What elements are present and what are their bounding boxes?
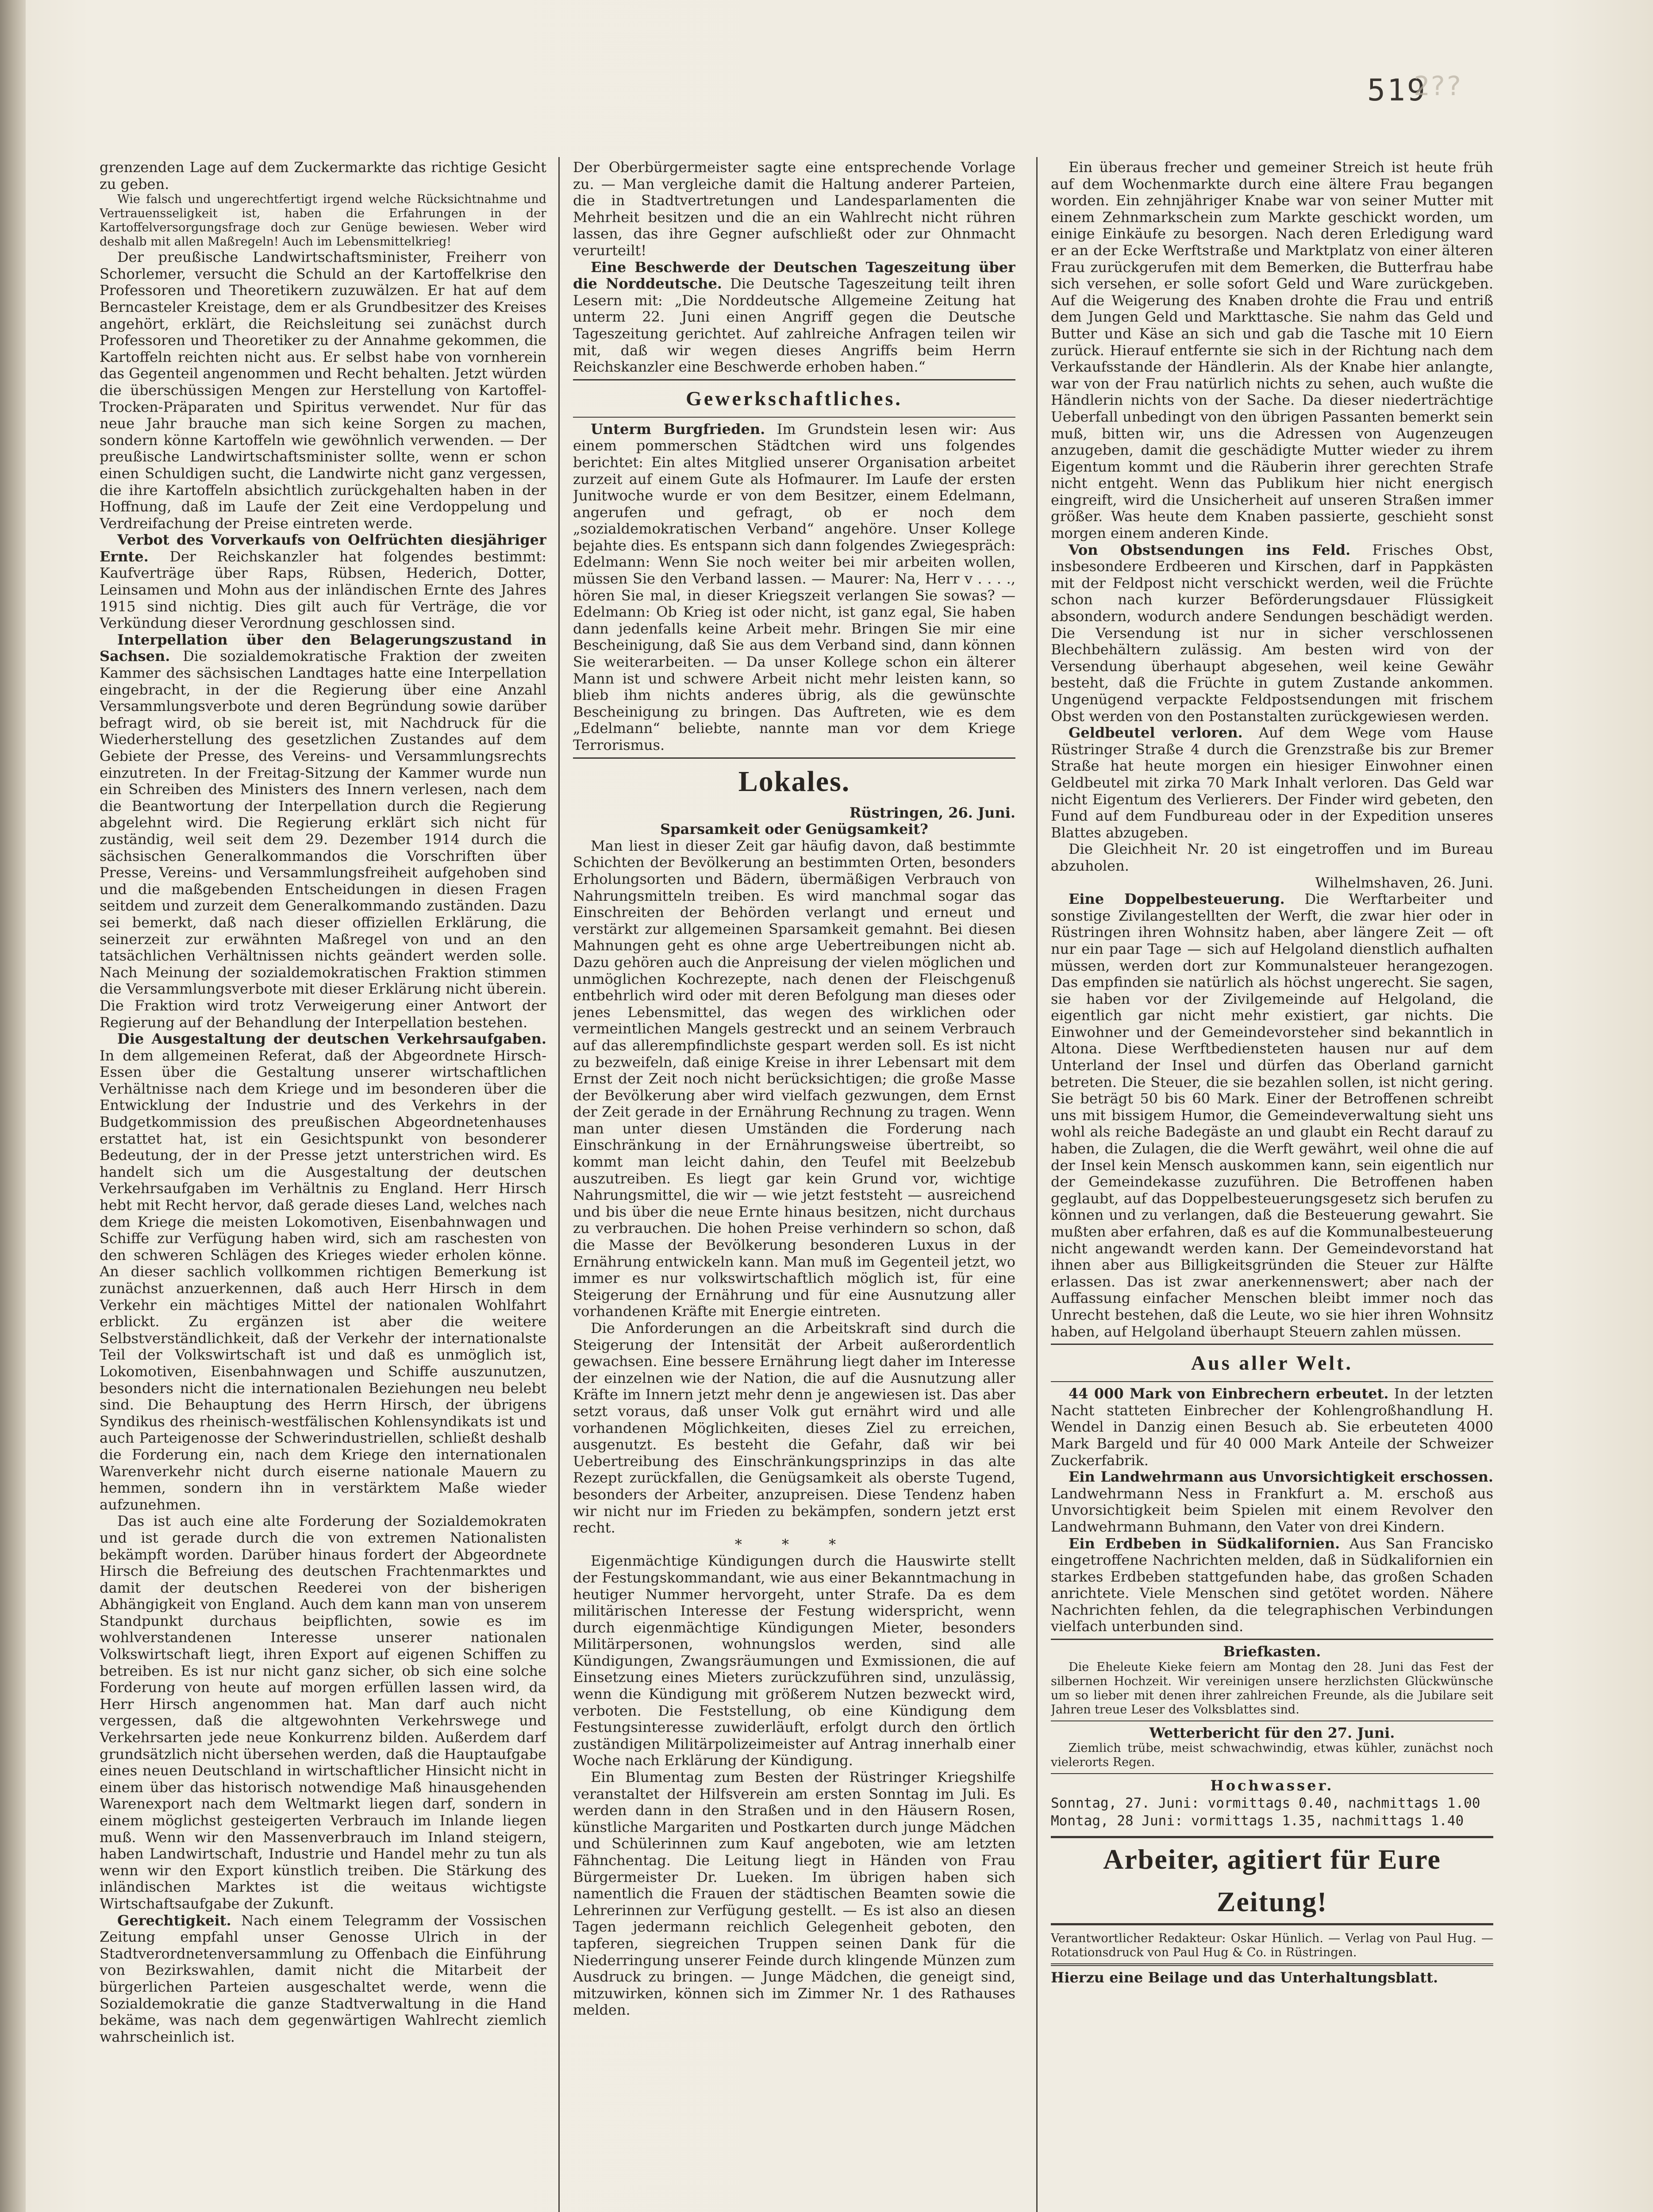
- article-text: Der preußische Landwirtschaftsminister, Freiherr von Schorlemer, versucht die Schuld an der Kartoffelkrise den Professoren und Theoretikern zuzuwälzen. Er hat auf dem Berncasteler Kreistage, dem er als Grundbesitzer des Kreises angehört, erklärt, die Reichsleitung sei zunächst durch Professoren und Theoretiker zu der Annahme gekommen, die Kartoffeln reichten nicht aus. Er selbst habe von vornherein das Gegenteil angenommen und Recht behalten. Jetzt würden die überschüssigen Mengen zur Herstellung von Kartoffel-Trocken-Präparaten und Spiritus verwendet. Nur für das neue Jahr brauche man sich keine Sorgen zu machen, sondern könne Kartoffeln wie gewöhnlich verwenden. — Der preußische Landwirtschaftsminister sollte, wenn er schon einen Schuldigen sucht, die Landwirte nicht ganz vergessen, die ihre Kartoffeln absichtlich zurückgehalten haben in der Hoffnung, daß im Laufe der Zeit eine Verdoppelung und Verdreifachung der Preise eintreten werde.: [100, 249, 546, 532]
- high-tide-row: Montag, 28 Juni: vormittags 1.35, nachmittags 1.40: [1051, 1813, 1464, 1829]
- article-text: Aus San Francisko eingetroffene Nachrichten melden, daß in Südkalifornien ein starkes Erdbeben stattgefunden habe, das großen Schaden anrichtete. Viele Menschen sind getötet worden. Nähere Nachrichten fehlen, da die telegraphischen Verbindungen vielfach unterbunden sind.: [1051, 1535, 1493, 1635]
- page-number: 519: [1367, 73, 1427, 108]
- article-text: Im Grundstein lesen wir: Aus einem pommerschen Städtchen wird uns folgendes berichtet: Ein altes Mitglied unserer Organisation arbeitet zurzeit auf einem Gute als Hofmaurer. Im Laufe der ersten Junitwoche wurde er von dem Besitzer, einem Edelmann, angerufen und gefragt, ob er noch dem „sozialdemokratischen Verband“ angehöre. Unser Kollege bejahte dies. Es entspann sich dann folgendes Zwiegespräch: Edelmann: Wenn Sie noch weiter bei mir arbeiten wollen, müssen Sie den Verband lassen. — Maurer: Na, Herr v . . . ., hören Sie mal, in dieser Kriegszeit verlangen Sie sowas? — Edelmann: Ob Krieg ist oder nicht, ist ganz egal, Sie haben dann jedenfalls keine Arbeit mehr. Bringen Sie mir eine Bescheinigung, daß Sie aus dem Verband sind, dann können Sie weiterarbeiten. — Da unser Kollege schon ein älterer Mann ist und schwere Arbeit nicht mehr leisten kann, so blieb ihm nichts anderes übrig, als die gewünschte Bescheinigung zu bringen. Das Auftreten, wie es dem „Edelmann“ beliebte, nannte man vor dem Kriege Terrorismus.: [573, 420, 1015, 753]
- article-paragraph: [573, 259, 1015, 376]
- article-paragraph: [1051, 891, 1493, 1340]
- section-divider: [1051, 1773, 1493, 1774]
- section-divider: [573, 379, 1015, 380]
- article-paragraph: [100, 632, 546, 1031]
- article-headline: Eine Beschwerde der Deutschen Tageszeitung über die Norddeutsche.: [573, 258, 1015, 292]
- article-text: Die sozialdemokratische Fraktion der zweiten Kammer des sächsischen Landtages hatte eine Interpellation eingebracht, in der die Regierung über eine Anzahl Versammlungsverbote und deren Begründung sowie darüber befragt wird, ob sie bereit ist, mit Nachdruck für die Wiederherstellung des gesetzlichen Zustandes auf dem Gebiete der Presse, des Vereins- und Versammlungsrechts einzutreten. In der Freitag-Sitzung der Kammer wurde nun ein Schreiben des Ministers des Innern verlesen, nach dem die Beantwortung der Interpellation durch die Regierung abgelehnt wird. Die Regierung erklärt sich nicht für zuständig, weil seit dem 29. Dezember 1914 durch die sächsischen Generalkommandos die Vorschriften über Presse, Vereins- und Versammlungsfreiheit aufgehoben sind und die maßgebenden Entscheidungen in diesen Fragen seitdem und zurzeit dem Generalkommando zuständen. Dazu sei bemerkt, daß nach dieser offiziellen Erklärung, die seinerzeit zur erwähnten Maßregel von und an den tatsächlichen Verhältnissen nichts geändert werden solle. Nach Meinung der sozialdemokratischen Fraktion stimmen die Versammlungsverbote mit dieser Erklärung nicht überein. Die Fraktion wird trotz Verweigerung einer Antwort der Regierung auf der Behandlung der Interpellation bestehen.: [100, 648, 546, 1031]
- article-headline: Geldbeutel verloren.: [1069, 724, 1243, 741]
- section-heading-lokales: Lokales.: [738, 765, 850, 798]
- article-text: Ein überaus frecher und gemeiner Streich ist heute früh auf dem Wochenmarkte durch eine ältere Frau begangen worden. Ein zehnjähriger Knabe war von seiner Mutter mit einem Zehnmarkschein zum Markte geschickt worden, um einige Einkäufe zu besorgen. Nach deren Erledigung ward er an der Ecke Werftstraße und Marktplatz von einer älteren Frau zurückgerufen mit dem Bemerken, die Butterfrau habe sich versehen, er solle sofort Geld und Ware zurückgeben. Auf die Weigerung des Knaben drohte die Frau und entriß dem Jungen Geld und Markttasche. Sie nahm das Geld und Butter und Käse an sich und gab die Tasche mit 10 Eiern zurück. Hierauf entfernte sie sich in der Richtung nach dem Verkaufsstande der Händlerin. Als der Knabe hier anlangte, war von der Frau natürlich nichts zu sehen, auch wußte die Händlerin nichts von der Sache. Da dieser niederträchtige Ueberfall unbedingt von den übrigen Passanten bemerkt sein muß, bitten wir, uns die Adressen von Augenzeugen anzugeben, damit die geschädigte Mutter wieder zu ihrem Eigentum kommt und die Räuberin ihrer gerechten Strafe nicht entgeht. Wenn das Publikum hier nicht energisch eingreift, wird die Unsicherheit auf unseren Straßen immer größer. Was heute dem Knaben passierte, geschieht sonst morgen einem anderen Kinde.: [1051, 159, 1493, 542]
- article-paragraph: [100, 1031, 546, 1513]
- page-binding-shadow: [0, 0, 26, 2212]
- dateline: Wilhelmshaven, 26. Juni.: [1315, 874, 1493, 891]
- article-text: Die Werftarbeiter und sonstige Zivilangestellten der Werft, die zwar hier oder in Rüstringen ihren Wohnsitz haben, aber längere Zeit — oft nur ein paar Tage — sich auf Helgoland dienstlich aufhalten müssen, werden dort zur Kommunalsteuer herangezogen. Das empfinden sie natürlich als höchst ungerecht. Sie sagen, sie haben vor der Zivilgemeinde auf Helgoland, die eigentlich gar nicht mehr existiert, gar nichts. Die Einwohner und der Gemeindevorsteher sind bekanntlich in Altona. Diese Werftbediensteten hausen nur auf dem Unterland der Insel und dürfen das Oberland garnicht betreten. Die Steuer, die sie bezahlen sollen, ist nicht gering. Sie beträgt 50 bis 60 Mark. Einer der Betroffenen schreibt uns mit bissigem Humor, die Gemeindeverwaltung sieht uns wohl als reiche Badegäste an und glaubt ein Recht darauf zu haben, die Zulagen, die die Werft gewährt, weil ohne die auf der Insel kein Mensch auskommen kann, sein eigentlich nur der Gemeindekasse zuzuführen. Die Betroffenen haben geglaubt, auf das Doppelbesteuerungsgesetz sich berufen zu können und zu verlangen, daß die Besteuerung gewahrt. Sie mußten aber erfahren, daß es auf die Kommunalbesteuerung nicht angewandt werden kann. Der Gemeindevorstand hat ihnen aber aus Billigkeitsgründen die Steuer zur Hälfte erlassen. Das ist zwar anerkennenswert; aber nach der Auffassung einfacher Menschen bleibt immer noch das Unrecht bestehen, daß die Leute, wo sie hier ihren Wohnsitz haben, auf Helgoland überhaupt Steuern zahlen müssen.: [1051, 891, 1493, 1340]
- column-3: [1051, 159, 1493, 2212]
- briefkasten-heading: Briefkasten.: [1223, 1643, 1321, 1660]
- article-text: In der letzten Nacht statteten Einbrecher der Kohlengroßhandlung H. Wendel in Danzig einen Besuch ab. Sie erbeuteten 4000 Mark Bargeld und für 40 000 Mark Anteile der Schweizer Zuckerfabrik.: [1051, 1385, 1493, 1469]
- article-headline: 44 000 Mark von Einbrechern erbeutet.: [1069, 1385, 1389, 1402]
- article-headline: Eine Doppelbesteuerung.: [1069, 891, 1285, 908]
- article-text: Der Oberbürgermeister sagte eine entsprechende Vorlage zu. — Man vergleiche damit die Haltung anderer Parteien, die in Stadtvertretungen und Landesparlamenten die Mehrheit besitzen und die an ein Wahlrecht nicht rühren lassen, das ihre Gegner aufschließt oder zur Ohnmacht verurteilt!: [573, 159, 1015, 259]
- article-paragraph: [100, 1912, 546, 2046]
- agitation-banner: Arbeiter, agitiert für Eure Zeitung!: [1051, 1836, 1493, 1925]
- article-headline: Verbot des Vorverkaufs von Oelfrüchten diesjähriger Ernte.: [100, 531, 546, 565]
- article-headline: Von Obstsendungen ins Feld.: [1069, 541, 1351, 558]
- section-divider: [573, 757, 1015, 759]
- article-headline: Interpellation über den Belagerungszustand in Sachsen.: [100, 631, 546, 665]
- section-divider: [1051, 1381, 1493, 1382]
- high-tide-row: Sonntag, 27. Juni: vormittags 0.40, nachmittags 1.00: [1051, 1795, 1480, 1811]
- article-paragraph: [1051, 542, 1493, 725]
- article-text: Eigenmächtige Kündigungen durch die Hauswirte stellt der Festungskommandant, wie aus einer Bekanntmachung in heutiger Nummer hervorgeht, unter Strafe. Da es dem militärischen Interesse der Festung widerspricht, wenn durch eigenmächtige Kündigungen Mieter, besonders Militärpersonen, wohnungslos werden, sind alle Kündigungen, Zwangsräumungen und Exmissionen, die auf Einsetzung eines Mieters zurückzuführen sind, unzulässig, wenn die Kündigung mit größerem Nutzen bezweckt wird, verboten. Die Feststellung, ob eine Kündigung dem Festungsinteresse zuwiderläuft, erfolgt durch den örtlich zuständigen Militärpolizeimeister auf Antrag innerhalb einer Woche nach Erklärung der Kündigung.: [573, 1552, 1015, 1769]
- article-text: Man liest in dieser Zeit gar häufig davon, daß bestimmte Schichten der Bevölkerung an bestimmten Orten, besonders Erholungsorten und Bädern, übermäßigen Verbrauch von Nahrungsmitteln treiben. Es wird manchmal sogar das Einschreiten der Behörden verlangt und erneut und verstärkt zur allgemeinen Sparsamkeit gemahnt. Bei diesen Mahnungen geht es ohne arge Uebertreibungen nicht ab. Dazu gehören auch die Anpreisung der vielen möglichen und unmöglichen Kochrezepte, nach denen der Fleischgenuß entbehrlich wird oder mit deren Befolgung man dieses oder jenes Lebensmittel, das wegen des wirklichen oder vermeintlichen Mangels gestreckt und an seinem Verbrauch auf das allerempfindlichste gespart werden soll. Es ist nicht zu bezweifeln, daß einige Kreise in ihrer Lebensart mit dem Ernst der Zeit noch nicht berücksichtigen; die große Masse der Bevölkerung aber wird vielfach gezwungen, dem Ernst der Zeit gerade in der Ernährung Rechnung zu tragen. Wenn man unter diesen Umständen die Forderung nach Einschränkung in der Ernährungsweise übertreibt, so kommt man leicht dahin, den Teufel mit Beelzebub auszutreiben. Es liegt gar kein Grund vor, wichtige Nahrungsmittel, die wir — wie jetzt feststeht — ausreichend und bis über die neue Ernte hinaus besitzen, nicht durchaus zu verbrauchen. Die hohen Preise verhindern so schon, daß die Masse der Bevölkerung besonderen Luxus in der Ernährung entwickeln kann. Man muß im Gegenteil jetzt, wo immer es nur volkswirtschaftlich möglich ist, für eine Steigerung der Ernährung und für eine Ausnutzung aller vorhandenen Kräfte mit Energie eintreten.: [573, 837, 1015, 1320]
- article-paragraph: [1051, 1469, 1493, 1535]
- section-heading-gewerkschaftliches: Gewerkschaftliches.: [686, 387, 903, 410]
- asterism: * * *: [734, 1536, 854, 1553]
- high-tide-heading: Hochwasser.: [1210, 1777, 1334, 1794]
- article-subheading: Sparsamkeit oder Genügsamkeit?: [660, 821, 928, 838]
- faded-page-number: 2??: [1414, 71, 1462, 102]
- section-divider: [1051, 1344, 1493, 1345]
- article-text: Der Reichskanzler hat folgendes bestimmt: Kaufverträge über Raps, Rübsen, Hederich, Dotter, Leinsamen und Mohn aus der inländischen Ernte des Jahres 1915 sind nichtig. Dies gilt auch für Verträge, die vor Verkündung dieser Verordnung geschlossen sind.: [100, 548, 546, 632]
- weather-text: Ziemlich trübe, meist schwachwindig, etwas kühler, zunächst noch vielerorts Regen.: [1051, 1741, 1493, 1770]
- section-divider: [1051, 1720, 1493, 1721]
- briefkasten-text: Die Eheleute Kieke feiern am Montag den 28. Juni das Fest der silbernen Hochzeit. Wir vereinigen unsere herzlichsten Glückwünsche um so lieber mit denen ihrer zahlreichen Freunde, als die Jubilare seit Jahren treue Leser des Volksblattes sind.: [1051, 1660, 1493, 1717]
- article-text: Ein Blumentag zum Besten der Rüstringer Kriegshilfe veranstaltet der Hilfsverein am ersten Sonntag im Juli. Es werden dann in den Straßen und in den Häusern Rosen, künstliche Margariten und Postkarten durch junge Mädchen und Schülerinnen zum Kauf angeboten, wie am letzten Fähnchentag. Die Leitung liegt in Händen von Frau Bürgermeister Dr. Lueken. Im übrigen haben sich namentlich die Frauen der städtischen Beamten sowie die Lehrerinnen zur Verfügung gestellt. — Es ist also an diesen Tagen jedermann reichlich Gelegenheit geboten, den tapferen, siegreichen Truppen seinen Dank für die Niederringung unserer Feinde durch klingende Münzen zum Ausdruck zu bringen. — Junge Mädchen, die geneigt sind, mitzuwirken, können sich im Zimmer Nr. 1 des Rathauses melden.: [573, 1769, 1015, 2019]
- article-text: Frisches Obst, insbesondere Erdbeeren und Kirschen, darf in Pappkästen mit der Feldpost nicht verschickt werden, weil die Früchte schon nach kurzer Beförderungsdauer Flüssigkeit absondern, wodurch andere Sendungen beschädigt werden. Die Versendung ist nur in sicher verschlossenen Blechbehältern zulässig. Am besten wird von der Versendung überhaupt abgesehen, weil keine Gewähr besteht, daß die Früchte in gutem Zustande ankommen. Ungenügend verpackte Feldpostsendungen mit frischem Obst werden von den Postanstalten zurückgewiesen werden.: [1051, 541, 1493, 725]
- article-text: Nach einem Telegramm der Vossischen Zeitung empfahl unser Genosse Ulrich in der Stadtverordnetenversammlung zu Offenbach die Einführung von Bezirkswahlen, damit nicht die Mitarbeit der bürgerlichen Parteien ausgeschaltet werde, wenn die Sozialdemokratie die ganze Stadtverwaltung in die Hand bekäme, was nach dem gegenwärtigen Wahlrecht ziemlich wahrscheinlich ist.: [100, 1912, 546, 2045]
- article-text: grenzenden Lage auf dem Zuckermarkte das richtige Gesicht zu geben.: [100, 159, 546, 192]
- section-divider: [1051, 1639, 1493, 1640]
- article-paragraph: [1051, 1386, 1493, 1469]
- supplement-note: Hierzu eine Beilage und das Unterhaltungsblatt.: [1051, 1969, 1438, 1986]
- article-paragraph: [1051, 725, 1493, 841]
- article-headline: Ein Erdbeben in Südkalifornien.: [1069, 1535, 1340, 1552]
- article-headline: Die Ausgestaltung der deutschen Verkehrsaufgaben.: [117, 1030, 546, 1048]
- column-1: [100, 159, 546, 2203]
- imprint: Verantwortlicher Redakteur: Oskar Hünlich. — Verlag von Paul Hug. — Rotationsdruck von Paul Hug & Co. in Rüstringen.: [1051, 1931, 1493, 1959]
- article-text: Auf dem Wege vom Hause Rüstringer Straße 4 durch die Grenzstraße bis zur Bremer Straße hat heute morgen ein hiesiger Einwohner einen Geldbeutel mit zirka 70 Mark Inhalt verloren. Das Geld war nicht Eigentum des Verlierers. Der Finder wird gebeten, den Fund auf dem Fundbureau oder in der Expedition unseres Blattes abzugeben.: [1051, 724, 1493, 841]
- section-divider: [573, 417, 1015, 418]
- article-headline: Unterm Burgfrieden.: [591, 420, 765, 438]
- footer-divider: [1051, 1963, 1493, 1966]
- article-text: Die Gleichheit Nr. 20 ist eingetroffen und im Bureau abzuholen.: [1051, 841, 1493, 874]
- column-2: [573, 159, 1015, 2205]
- article-headline: Ein Landwehrmann aus Unvorsichtigkeit erschossen.: [1069, 1468, 1493, 1486]
- section-heading-aus-aller-welt: Aus aller Welt.: [1191, 1352, 1353, 1375]
- weather-heading: Wetterbericht für den 27. Juni.: [1149, 1724, 1395, 1741]
- article-headline: Gerechtigkeit.: [117, 1912, 231, 1929]
- column-rule-2: [1036, 157, 1038, 2212]
- column-rule-1: [558, 157, 560, 2212]
- article-text: Die Deutsche Tageszeitung teilt ihren Lesern mit: „Die Norddeutsche Allgemeine Zeitung hat unterm 22. Juni einen Angriff gegen die Deutsche Tageszeitung gerichtet. Auf zahlreiche Anfragen teilen wir mit, daß wir wegen dieses Angriffs beim Herrn Reichskanzler eine Beschwerde erhoben haben.“: [573, 275, 1015, 376]
- article-paragraph: [100, 532, 546, 632]
- article-text: Landwehrmann Ness in Frankfurt a. M. erschoß aus Unvorsichtigkeit beim Spielen mit einem Revolver den Landwehrmann Buhmann, den Vater von drei Kindern.: [1051, 1485, 1493, 1535]
- article-paragraph: [1051, 1536, 1493, 1636]
- article-note: Wie falsch und ungerechtfertigt irgend welche Rücksichtnahme und Vertrauensseligkeit ist, haben die Erfahrungen in der Kartoffelversorgungsfrage doch zur Genüge bewiesen. Weber wird deshalb mit allen Maßregeln! Auch im Lebensmittelkrieg!: [100, 192, 546, 249]
- article-paragraph: [573, 421, 1015, 754]
- article-text: Die Anforderungen an die Arbeitskraft sind durch die Steigerung der Intensität der Arbeit außerordentlich gewachsen. Eine bessere Ernährung liegt daher im Interesse der einzelnen wie der Nation, die auf die Ausnutzung aller Kräfte im Innern jetzt mehr denn je angewiesen ist. Das aber setzt voraus, daß unser Volk gut ernährt wird und alle vorhandenen Möglichkeiten, dieses Ziel zu erreichen, ausgenutzt. Es besteht die Gefahr, daß wir bei Uebertreibung des Einschränkungsprinzips in das alte Rezept zurückfallen, die Genügsamkeit als oberste Tugend, besonders der Arbeiter, anzupreisen. Diese Tendenz haben wir nicht nur im Frieden zu bekämpfen, sondern jetzt erst recht.: [573, 1320, 1015, 1536]
- article-text: Das ist auch eine alte Forderung der Sozialdemokraten und ist gerade durch die von extremen Nationalisten bekämpft worden. Darüber hinaus fordert der Abgeordnete Hirsch die Befreiung des deutschen Frachtenmarktes und damit der deutschen Reederei von der bisherigen Abhängigkeit von England. Auch dem kann man von unserem Standpunkt durchaus beipflichten, sowie es im wohlverstandenen Interesse unserer nationalen Volkswirtschaft liegt, ihren Export auf eigenen Schiffen zu betreiben. Es ist nur nicht ganz sicher, ob sich eine solche Forderung von heute auf morgen erfüllen lassen wird, da Herr Hirsch angenommen hat. Man darf auch nicht vergessen, daß die altgewohnten Verkehrswege und Verkehrsarten jede neue Konkurrenz bilden. Außerdem darf grundsätzlich nicht übersehen werden, daß die Hauptaufgabe eines neuen Deutschland in wirtschaftlicher Hinsicht nicht in einem über das historisch notwendige Maß hinausgehenden Warenexport nach dem Weltmarkt liegen darf, sondern in einem möglichst gesteigerten Verbrauch im Inlande liegen muß. Wenn wir den Massenverbrauch im Inland steigern, haben Landwirtschaft, Industrie und Handel mehr zu tun als wenn wir den Export künstlich treiben. Die Stärkung des inländischen Marktes ist die weitaus wichtigste Wirtschaftsaufgabe der Zukunft.: [100, 1513, 546, 1912]
- dateline: Rüstringen, 26. Juni.: [850, 804, 1015, 821]
- article-text: In dem allgemeinen Referat, daß der Abgeordnete Hirsch-Essen über die Gestaltung unserer wirtschaftlichen Verhältnisse nach dem Kriege und im besonderen über die Entwicklung der Industrie und des Verkehrs in der Budgetkommission des preußischen Abgeordnetenhauses erstattet hat, ist ein Gesichtspunkt von besonderer Bedeutung, der in der Presse jetzt unterstrichen wird. Es handelt sich um die Ausgestaltung der deutschen Verkehrsaufgaben im Verhältnis zu England. Herr Hirsch hebt mit Recht hervor, daß gerade dieses Land, welches nach dem Kriege die meisten Lokomotiven, Eisenbahnwagen und Schiffe zur Verfügung haben wird, sich am raschesten von den schweren Schlägen des Krieges wieder erholen könne. An dieser sachlich vollkommen richtigen Bemerkung ist zunächst anzuerkennen, daß auch Herr Hirsch in dem Verkehr ein mächtiges Mittel der nationalen Wohlfahrt erblickt. Zu ergänzen ist aber die weitere Selbstverständlichkeit, daß der Verkehr der internationalste Teil der Volkswirtschaft ist und daß es unmöglich ist, Lokomotiven, Eisenbahnwagen und Schiffe auszunutzen, besonders nicht die internationalen Beziehungen neu belebt sind. Die Behauptung des Herrn Hirsch, der übrigens Syndikus des rheinisch-westfälischen Kohlensyndikats ist und auch Parteigenosse der Schwerindustriellen, schließt deshalb die Forderung ein, nach dem Kriege den internationalen Warenverkehr nicht durch eiserne nationale Mauern zu hemmen, sondern ihn in verstärktem Maße wieder aufzunehmen.: [100, 1047, 546, 1513]
